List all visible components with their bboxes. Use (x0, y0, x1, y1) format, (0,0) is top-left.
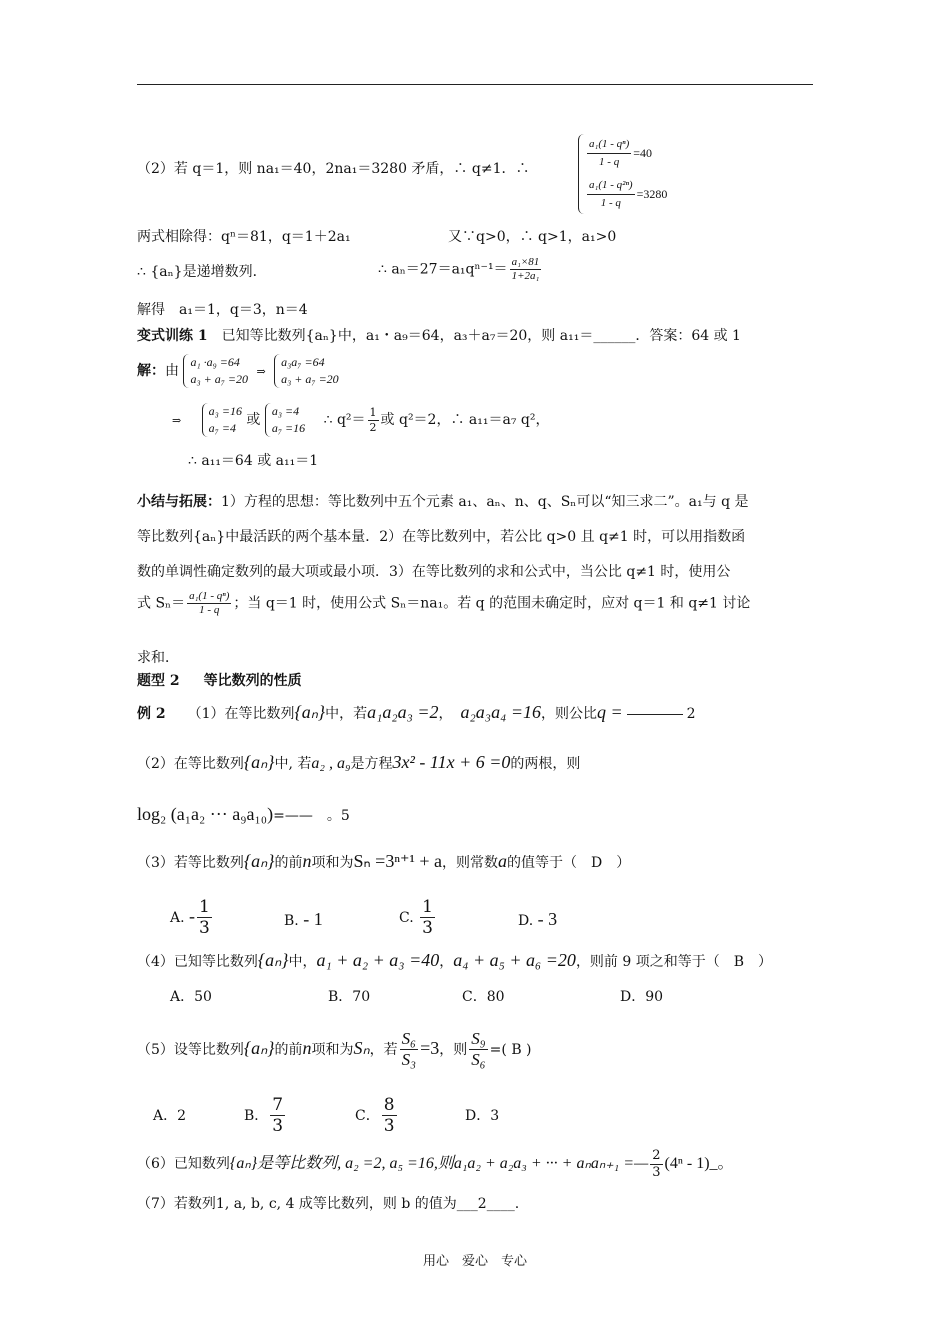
q5-text-h: ，则 (439, 1041, 468, 1058)
q3-option-a (170, 897, 214, 939)
q3-text-c: 项和为 (311, 855, 354, 871)
system4-row1: a₃ =4 (271, 404, 300, 418)
q1-text-b: 中，若 (325, 706, 368, 722)
q5-text-b: 的前 (274, 1041, 303, 1058)
example-q2-line (137, 752, 580, 774)
example-q3-line (137, 851, 630, 873)
q3-option-d-value: - 3 (537, 909, 558, 929)
q3-option-c-numerator: 1 (422, 897, 433, 917)
q5-equals-3: =3 (420, 1037, 440, 1058)
q2-text-d: 是方程 (350, 756, 393, 772)
eq1-rhs: =40 (633, 146, 653, 160)
q2-answer: =—— 。5 (273, 808, 350, 824)
q5-text-e: ，若 (369, 1041, 398, 1058)
result-text: 解得 a₁＝1，q＝3，n＝4 (137, 302, 308, 318)
summary-line-2 (137, 529, 745, 546)
q6-numerator: 2 (652, 1148, 661, 1163)
q3-option-a-denominator: 3 (199, 918, 210, 939)
summary-label: 小结与拓展： (137, 494, 221, 510)
q4-text-a: （4）已知等比数列 (137, 954, 258, 970)
half-numerator: 1 (369, 406, 377, 420)
summary-text-1: 1）方程的思想：等比数列中五个元素 a₁、aₙ、n、q、Sₙ可以“知三求二”。a₁与 q 是 (221, 494, 749, 510)
q3-text-a: （3）若等比数列 (137, 855, 244, 871)
eq2-numerator: a₁(1 - q²ⁿ) (587, 177, 635, 195)
q3-option-a-label: A. (170, 909, 185, 926)
q4-condition-1: a₁ + a₂ + a₃ =40 (316, 950, 440, 970)
q3-option-a-sign: - (189, 905, 196, 926)
q5-n: n (302, 1037, 312, 1058)
q1-condition-2: a₂a₃a₄ =16 (460, 702, 541, 722)
summary-text-4b: ；当 q＝1 时，使用公式 Sₙ＝na₁。若 q 的范围未确定时，应对 q＝1 和 q≠1 讨论 (233, 595, 751, 612)
solution-cases-line (172, 403, 549, 437)
q5-ratio2-numerator: S₉ (469, 1029, 487, 1050)
an-denominator: 1+2a₁ (511, 270, 540, 283)
q3-option-d (518, 909, 557, 931)
section-label: 题型 2 (137, 673, 180, 689)
q1-text-a: （1）在等比数列 (187, 706, 295, 722)
q3-option-c-label: C. (399, 909, 414, 926)
example-q7-line (137, 1196, 519, 1213)
q5-option-a-text: A．2 (153, 1108, 187, 1124)
q1-answer-blank (627, 714, 683, 715)
solution-pre: 由 (165, 363, 179, 379)
summary-text-4a: 式 Sₙ＝ (137, 595, 186, 612)
eq1-denominator: 1 - q (599, 156, 620, 168)
q4-option-c (462, 989, 505, 1006)
an-equation-text: ∴ aₙ＝27＝a₁qⁿ⁻¹＝ (378, 261, 508, 278)
a11-result: ∴ a₁₁＝64 或 a₁₁＝1 (188, 453, 319, 469)
q3-n: n (302, 851, 312, 871)
an-equation (378, 256, 543, 283)
implies-arrow: ⇒ (256, 365, 266, 378)
q2-text-f: 的两根，则 (510, 756, 581, 772)
eq2-rhs: =3280 (636, 187, 668, 201)
variant-text: 已知等比数列{aₙ}中，a₁・a₉＝64，a₃＋a₇＝20，则 a₁₁＝______．答案：64 或 1 (207, 328, 741, 344)
solution-label: 解： (137, 363, 165, 379)
q5-option-c-denominator: 3 (383, 1116, 395, 1137)
q4-option-b-text: B．70 (328, 989, 371, 1005)
summary-text-2: 等比数列{aₙ}中最活跃的两个基本量．2）在等比数列中，若公比 q>0 且 q≠1 时，可以用指数函 (137, 529, 746, 545)
q2-log-expression: log₂ (a₁a₂ ··· a₉a₁₀) (137, 804, 274, 824)
q3-text-g: 的值等于（ D ） (507, 855, 631, 871)
q5-answer: =( B ) (489, 1041, 532, 1058)
increasing-line (137, 264, 267, 281)
q5-option-b-numerator: 7 (272, 1095, 284, 1115)
q-squared-text: ∴ q²＝ (323, 412, 366, 428)
q5-ratio1-denominator: S₃ (401, 1050, 417, 1070)
q5-option-c-label: C． (355, 1107, 380, 1124)
q5-sn: Sₙ (353, 1037, 370, 1058)
example-q4-line (137, 950, 772, 972)
a11-result-line (188, 453, 318, 470)
q1-q-equals: q = (596, 702, 623, 722)
system3-row2: a₇ =4 (208, 421, 236, 435)
q6-answer-tail: (4ⁿ - 1)_。 (664, 1155, 734, 1173)
sum-formula-numerator: a₁(1 - qⁿ) (187, 590, 231, 604)
q1-answer: 2 (686, 706, 696, 722)
q4-comma: ， (439, 954, 454, 970)
an-numerator: a₁×81 (510, 256, 542, 270)
q4-sequence: {aₙ} (257, 950, 289, 970)
case-text: （2）若 q＝1，则 na₁＝40，2na₁＝3280 矛盾，∴ q≠1．∴ (137, 161, 530, 177)
example-q5-line (137, 1029, 532, 1071)
q5-option-b-label: B． (244, 1107, 269, 1124)
q6-denominator: 3 (652, 1164, 661, 1180)
example-q2-log-line (137, 804, 350, 826)
q1-comma: ， (438, 706, 453, 722)
example-q1-line (137, 702, 696, 724)
q3-option-a-numerator: 1 (199, 897, 210, 917)
q5-ratio2-denominator: S₆ (471, 1050, 486, 1070)
summary-line-1 (137, 494, 748, 511)
q2-sequence: {aₙ} (243, 752, 275, 772)
or-word: 或 (246, 412, 261, 428)
q4-option-b (328, 989, 370, 1006)
q5-option-a (153, 1108, 186, 1125)
implies-arrow-2: ⇒ (172, 414, 182, 427)
half-denominator: 2 (369, 420, 377, 434)
q3-option-b-value: - 1 (303, 909, 323, 929)
increasing-text: ∴ {aₙ}是递增数列． (137, 264, 267, 280)
q3-option-d-label: D. (518, 913, 534, 929)
divide-line (137, 229, 351, 246)
q4-text-b: 中， (288, 954, 317, 970)
section-heading (137, 673, 302, 690)
q5-ratio1-numerator: S₆ (400, 1029, 418, 1050)
header-rule (137, 84, 813, 85)
system1-row1: a₁ ·a₉ =64 (190, 355, 240, 369)
q6-text-a: （6）已知数列 (137, 1156, 230, 1173)
q4-condition-2: a₄ + a₅ + a₆ =20 (453, 950, 576, 970)
q1-condition-1: a₁a₂a₃ =2 (367, 702, 439, 722)
q1-sequence: {aₙ} (294, 702, 326, 722)
q3-option-b (284, 909, 323, 931)
q2-equation: 3x² - 11x + 6 =0 (392, 752, 511, 772)
result-line (137, 302, 308, 319)
q5-option-d-text: D．3 (465, 1108, 500, 1124)
divide-text: 两式相除得：qⁿ＝81，q＝1＋2a₁ (137, 229, 351, 245)
q5-option-b (244, 1095, 287, 1137)
q3-sequence: {aₙ} (243, 851, 275, 871)
q5-text-a: （5）设等比数列 (137, 1041, 244, 1058)
q2-text-b: 中, 若 (274, 756, 312, 772)
system2-row2: a₃ + a₇ =20 (281, 372, 339, 386)
system3-row1: a₃ =16 (208, 404, 242, 418)
system1-row2: a₃ + a₇ =20 (190, 372, 248, 386)
q5-option-c-numerator: 8 (383, 1095, 395, 1115)
q3-sum-formula: Sₙ =3ⁿ⁺¹ + a (353, 851, 443, 871)
q3-option-c-denominator: 3 (422, 918, 433, 939)
summary-line-3 (137, 564, 730, 581)
q2-text-a: （2）在等比数列 (137, 756, 244, 772)
q4-option-a (170, 989, 212, 1006)
q-positive-line (448, 229, 616, 246)
q3-text-b: 的前 (274, 855, 303, 871)
eq2-denominator: 1 - q (600, 197, 621, 209)
variant-label: 变式训练 1 (137, 328, 208, 344)
section-title: 等比数列的性质 (203, 673, 302, 689)
q5-option-d (465, 1108, 499, 1125)
example-label: 例 2 (137, 706, 166, 722)
system4-row2: a₇ =16 (271, 421, 306, 435)
q6-expression: {aₙ}是等比数列, a₂ =2, a₅ =16,则a₁a₂ + a₂a₃ + ··· + aₙaₙ₊₁ =— (229, 1155, 649, 1173)
q4-option-d (620, 989, 663, 1006)
system2-row1: a₃a₇ =64 (281, 355, 325, 369)
equation-system (578, 134, 667, 214)
q5-text-c: 项和为 (311, 1041, 354, 1058)
solution-line-case-q1 (137, 161, 529, 178)
q5-option-c (355, 1095, 399, 1137)
example-q6-line (137, 1148, 734, 1180)
q4-option-d-text: D．90 (620, 989, 664, 1005)
q4-option-a-text: A．50 (170, 989, 212, 1005)
q3-option-b-label: B. (284, 913, 299, 929)
eq1-numerator: a₁(1 - qⁿ) (587, 136, 631, 154)
sum-formula-denominator: 1 - q (199, 604, 220, 617)
q2-roots: a₂ , a₉ (311, 755, 351, 772)
q5-option-b-denominator: 3 (272, 1116, 284, 1137)
page-footer: 用心 爱心 专心 (422, 1254, 527, 1269)
variant-training-line (137, 328, 741, 345)
summary-line-4 (137, 590, 750, 617)
q5-sequence: {aₙ} (243, 1037, 275, 1058)
q-squared-text-2: 或 q²＝2，∴ a₁₁＝a₇ q²， (380, 412, 550, 428)
q3-a: a (498, 851, 508, 871)
q-positive-text: 又∵q>0，∴ q>1，a₁>0 (448, 229, 617, 245)
q3-text-e: ，则常数 (442, 855, 499, 871)
summary-text-3: 数的单调性确定数列的最大项或最小项．3）在等比数列的求和公式中，当公比 q≠1 时，使用公 (137, 564, 731, 580)
summary-text-5: 求和． (137, 650, 179, 666)
q4-option-c-text: C．80 (462, 989, 505, 1005)
q7-text: （7）若数列1, a, b, c, 4 成等比数列，则 b 的值为___2____. (137, 1196, 520, 1212)
q3-option-c (399, 897, 437, 939)
q1-text-f: ，则公比 (540, 706, 597, 722)
q4-text-f: ，则前 9 项之和等于（ B ） (575, 954, 773, 970)
summary-line-5 (137, 650, 179, 667)
solution-system-line (137, 354, 339, 388)
